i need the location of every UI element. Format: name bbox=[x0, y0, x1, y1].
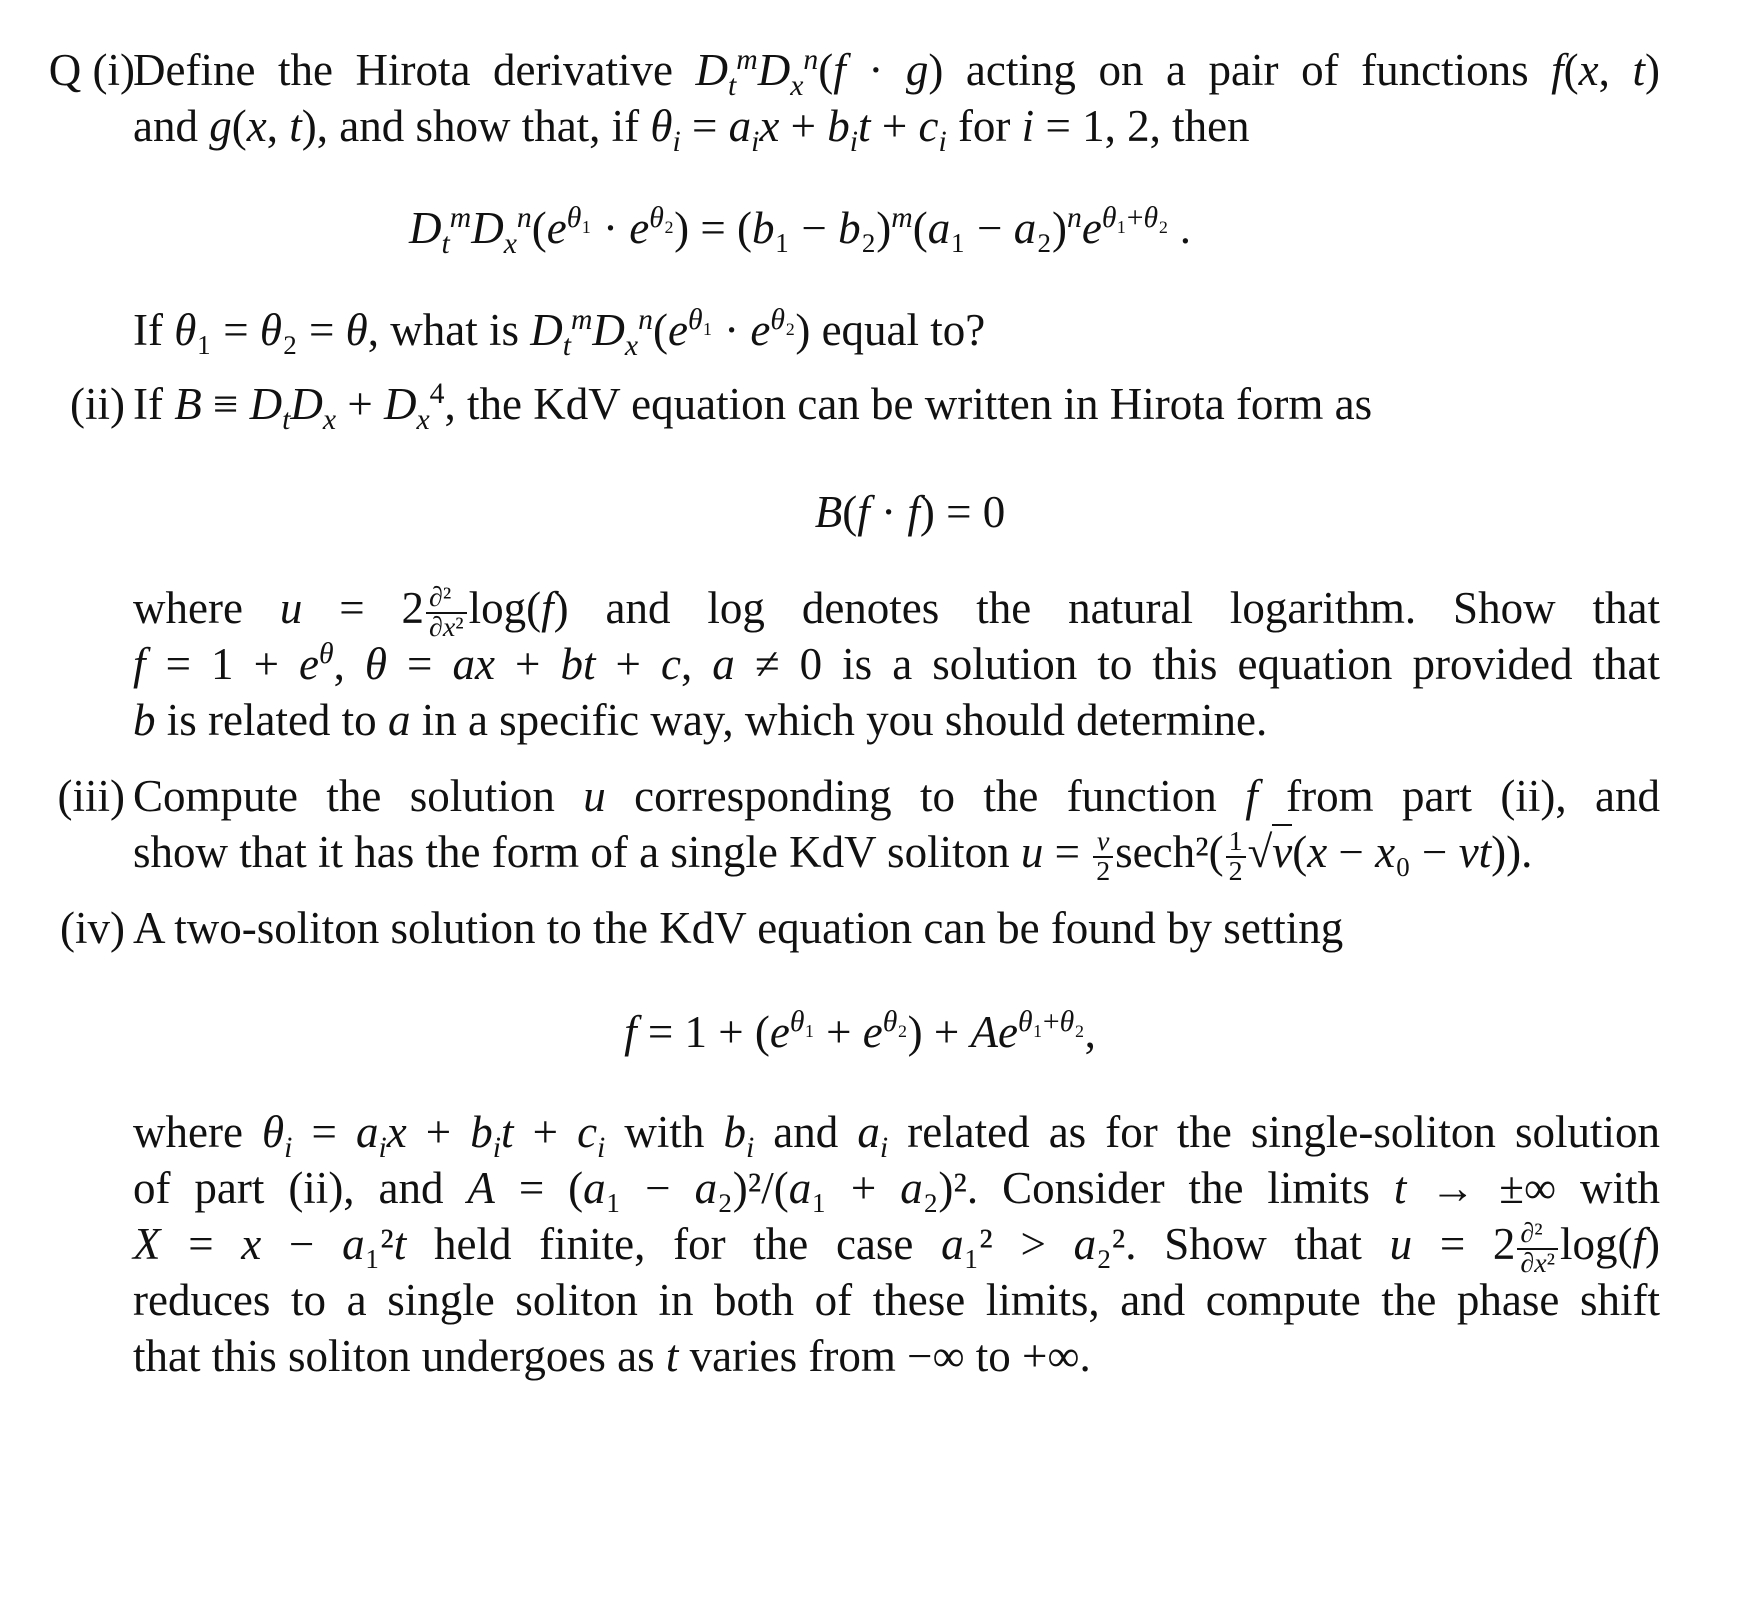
part-iv-line-6: that this soliton undergoes as t varies from −∞ to +∞. bbox=[133, 1331, 1091, 1381]
part-iii-line-2: show that it has the form of a single KdV soliton u = $\frac{v}{2}$ sech²( $\frac{1}{2}$ √v(x − x₀ − vt)). bbox=[133, 825, 1533, 887]
part-ii-line-4: b is related to a in a specific way, which you should determine. bbox=[133, 695, 1268, 745]
part-iv-line-3: of part (ii), and A = (a₁ − a₂)²/(a₁ + a₂)². Consider the limits t → ±∞ with bbox=[133, 1163, 1661, 1213]
part-iv-label: (iv) bbox=[60, 903, 125, 953]
part-i-question: If θ₁ = θ₂ = θ, what is $D_t^mD_x^n(e^{\theta_1} \cdot e^{\theta_2})$ equal to? bbox=[133, 304, 986, 362]
part-ii-label: (ii) bbox=[70, 379, 125, 429]
part-i-line-2: and g(x, t), and show that, if $\theta_i = a_ix + b_it + c_i$ for i = 1, 2, then bbox=[133, 101, 1250, 158]
part-iv-display-equation: $f = 1 + (e^{\theta_1} + e^{\theta_2}) + Ae^{\theta_1+\theta_2}$, bbox=[624, 1006, 1096, 1057]
part-i-line-1: Define the Hirota derivative $D_t^mD_x^n(f \cdot g)$ acting on a pair of functions f(x, t) bbox=[133, 44, 1660, 102]
part-iv-line-4: X = x − a₁²t held finite, for the case a₁² > a₂². Show that u = 2 $\frac{\text{∂²}}{\text{∂x²}}$ log(f) bbox=[133, 1217, 1660, 1279]
part-ii-line-1: If $B \equiv D_tD_x + D_x^4$, the KdV equation can be written in Hirota form as bbox=[133, 378, 1373, 436]
part-iii-label: (iii) bbox=[57, 771, 125, 821]
part-iii-line-1: Compute the solution u corresponding to the function f from part (ii), and bbox=[133, 771, 1660, 821]
part-ii-line-2: where u = 2 $\frac{\text{∂²}}{\text{∂x²}}$ log(f) and log denotes the natural logarithm. Show that bbox=[133, 581, 1660, 643]
part-ii-line-3: $f = 1 + e^\theta$, θ = ax + bt + c, a ≠ 0 is a solution to this equation provided that bbox=[133, 638, 1660, 689]
part-ii-display-equation: B(f · f) = 0 bbox=[814, 487, 1006, 537]
part-iv-line-1: A two-soliton solution to the KdV equation can be found by setting bbox=[133, 903, 1344, 953]
part-iv-line-5: reduces to a single soliton in both of these limits, and compute the phase shift bbox=[133, 1275, 1660, 1325]
part-i-display-equation: $D_t^mD_x^n(e^{\theta_1} \cdot e^{\theta_2}) = (b_1 - b_2)^m(a_1 - a_2)^ne^{\theta_1+\theta_2}$ . bbox=[409, 202, 1191, 260]
part-iv-line-2: where $\theta_i = a_ix + b_it + c_i$ with $b_i$ and $a_i$ related as for the single-soliton solution bbox=[133, 1107, 1660, 1164]
question-label: Q (i) bbox=[48, 45, 135, 95]
